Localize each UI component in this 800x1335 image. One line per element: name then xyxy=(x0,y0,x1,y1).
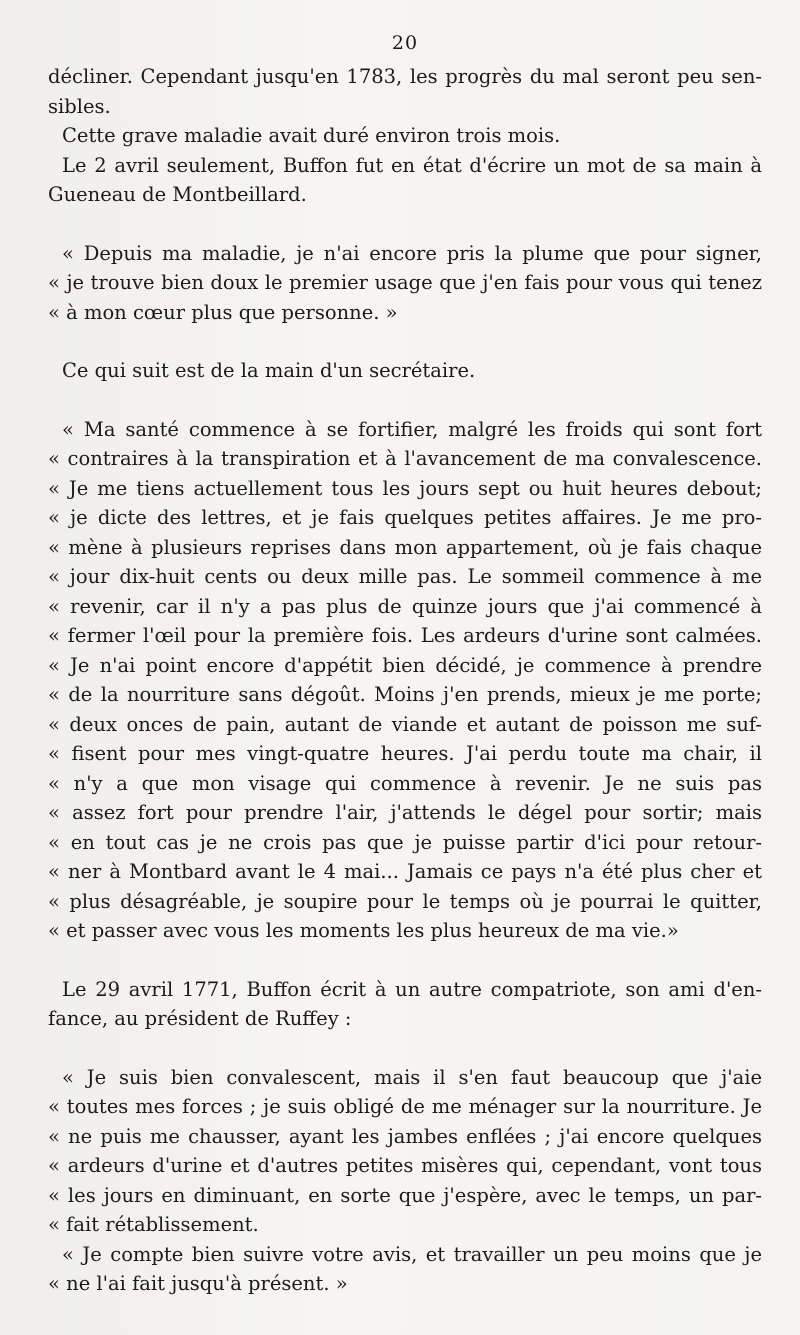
text-line: « Ma santé commence à se fortifier, malgré les froids qui sont fort xyxy=(62,417,762,441)
quote-block xyxy=(48,239,762,328)
paragraph xyxy=(48,121,762,151)
text-line: « n'y a que mon visage qui commence à revenir. Je ne suis pas xyxy=(48,771,762,795)
spacer xyxy=(48,210,762,239)
paragraph xyxy=(48,356,762,386)
text-line: « de la nourriture sans dégoût. Moins j'en prends, mieux je me porte; xyxy=(48,683,762,706)
text-line: Le 2 avril seulement, Buffon fut en état d'écrire un mot de sa main à xyxy=(62,153,762,177)
text-line: Ce qui suit est de la main d'un secrétaire. xyxy=(62,359,476,382)
text-line: Cette grave maladie avait duré environ trois mois. xyxy=(62,124,561,147)
quote-block xyxy=(48,1063,762,1240)
text-line: « ner à Montbard avant le 4 mai... Jamais ce pays n'a été plus cher et xyxy=(48,860,762,883)
text-line: fance, au président de Ruffey : xyxy=(48,1007,352,1030)
text-line: « ardeurs d'urine et d'autres petites misères qui, cependant, vont tous xyxy=(48,1154,762,1177)
spacer xyxy=(48,386,762,415)
text-line: « contraires à la transpiration et à l'avancement de ma convalescence. xyxy=(48,447,762,470)
quote-block xyxy=(48,415,762,946)
text-line: décliner. Cependant jusqu'en 1783, les progrès du mal seront peu sen- xyxy=(48,65,762,88)
spacer xyxy=(48,946,762,975)
text-line: « plus désagréable, je soupire pour le temps où je pourrai le quitter, xyxy=(48,889,762,913)
text-line: « jour dix-huit cents ou deux mille pas. Le sommeil commence à me xyxy=(48,565,762,588)
text-line: « deux onces de pain, autant de viande et autant de poisson me suf- xyxy=(48,712,762,736)
text-line: « fisent pour mes vingt-quatre heures. J'ai perdu toute ma chair, il xyxy=(48,742,762,765)
text-line: « fermer l'œil pour la première fois. Les ardeurs d'urine sont calmées. xyxy=(48,624,762,647)
paragraph xyxy=(48,151,762,210)
text-line: « je trouve bien doux le premier usage que j'en fais pour vous qui tenez xyxy=(48,271,762,294)
text-line: sibles. xyxy=(48,94,111,118)
text-line: « et passer avec vous les moments les plus heureux de ma vie.» xyxy=(48,919,679,942)
text-line: « Je me tiens actuellement tous les jours sept ou huit heures debout; xyxy=(48,476,762,500)
text-line: « ne l'ai fait jusqu'à présent. » xyxy=(48,1272,348,1295)
text-line: « Depuis ma maladie, je n'ai encore pris la plume que pour signer, xyxy=(62,241,762,265)
text-line: « Je compte bien suivre votre avis, et travailler un peu moins que je xyxy=(62,1242,762,1266)
page-number: 20 xyxy=(391,32,419,54)
text-line: « en tout cas je ne crois pas que je puisse partir d'ici pour retour- xyxy=(48,830,762,854)
text-line: « fait rétablissement. xyxy=(48,1213,259,1236)
quote-block xyxy=(48,1240,762,1299)
text-line: « Je suis bien convalescent, mais il s'en faut beaucoup que j'aie xyxy=(62,1065,762,1089)
paragraph xyxy=(48,62,762,121)
spacer xyxy=(48,327,762,356)
text-line: « je dicte des lettres, et je fais quelques petites affaires. Je me pro- xyxy=(48,506,762,529)
text-line: Le 29 avril 1771, Buffon écrit à un autre compatriote, son ami d'en- xyxy=(62,977,762,1001)
text-line: « assez fort pour prendre l'air, j'attends le dégel pour sortir; mais xyxy=(48,801,762,824)
text-line: « revenir, car il n'y a pas plus de quinze jours que j'ai commencé à xyxy=(48,594,762,618)
text-line: « les jours en diminuant, en sorte que j'espère, avec le temps, un par- xyxy=(48,1183,762,1207)
paragraph xyxy=(48,975,762,1034)
text-line: « à mon cœur plus que personne. » xyxy=(48,300,398,324)
text-line: « toutes mes forces ; je suis obligé de me ménager sur la nourriture. Je xyxy=(48,1095,762,1118)
text-line: « Je n'ai point encore d'appétit bien décidé, je commence à prendre xyxy=(48,653,762,677)
spacer xyxy=(48,1034,762,1063)
text-line: « mène à plusieurs reprises dans mon appartement, où je fais chaque xyxy=(48,535,762,559)
text-line: Gueneau de Montbeillard. xyxy=(48,183,307,206)
text-line: « ne puis me chausser, ayant les jambes enflées ; j'ai encore quelques xyxy=(48,1124,762,1148)
